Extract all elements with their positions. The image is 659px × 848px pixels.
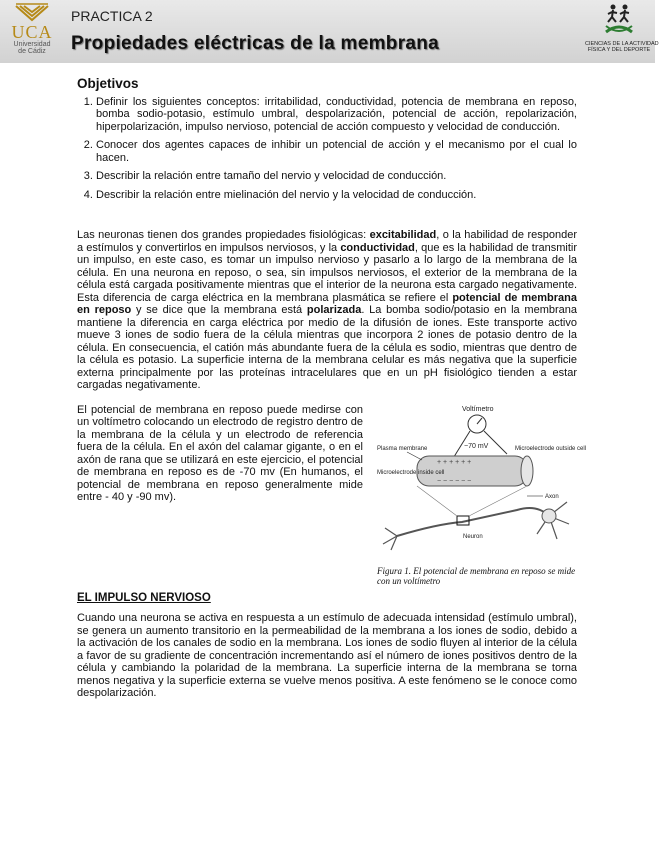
page-title: Propiedades eléctricas de la membrana <box>71 33 440 54</box>
svg-text:+ + + + + +: + + + + + + <box>437 458 472 466</box>
term-potencial-reposo: potencial de membrana en reposo <box>77 291 577 316</box>
faculty-line1: CIENCIAS DE LA ACTIVIDAD <box>585 41 659 47</box>
runners-logo-icon <box>602 2 636 36</box>
objective-item: 4. Describir la relación entre mielinación del nervio y la velocidad de conducción. <box>96 189 577 202</box>
svg-text:− − − − − −: − − − − − − <box>437 477 472 485</box>
figure-1 <box>377 404 587 586</box>
intro-text-5: . La bomba sodio/potasio en la membrana mantiene la diferencia en carga eléctrica por medio de la difusión de iones. Este transporte activo mueve 3 iones de sodio fuera de la célula mientras que incorpora 2 iones de potasio dentro de la célula. En consecuencia, el catión más abundante fuera de la célula es sodio, mientras que dentro de la célula es potasio. La superficie interna de la membrana celular es más negativa que la superficie externa principalmente por las proteínas intracelulares que en un pH fisiológico tienden a estar cargadas negativamente. <box>77 304 577 391</box>
voltmeter-diagram <box>377 404 587 564</box>
figure-caption: Figura 1. El potencial de membrana en reposo se mide con un voltímetro <box>377 565 576 586</box>
intro-paragraph <box>77 229 577 392</box>
impulse-heading: EL IMPULSO NERVIOSO <box>77 591 211 604</box>
intro-text-1: Las neuronas tienen dos grandes propiedades fisiológicas: <box>77 229 370 241</box>
objective-item: 2. Conocer dos agentes capaces de inhibir un potencial de acción y el mecanismo por el cual lo hacen. <box>96 139 577 164</box>
term-conductividad: conductividad <box>340 241 415 254</box>
voltmeter-reading: −70 mV <box>464 442 489 450</box>
page-header <box>0 0 659 63</box>
microelectrode-outside-label: Microelectrode outside cell <box>515 445 587 452</box>
intro-text-2: , o la habilidad de responder a estímulos y convertirlos en impulsos nerviosos, y la <box>77 229 577 254</box>
intro-text-3: , que es la habilidad de transmitir un impulso, en este caso, es tomar un impulso nervioso y pasarlo a lo largo de la membrana de la célula. En una neurona en reposo, o sea, sin impulsos nerviosos, el exterior de la membrana de la célula está cargada positivamente mientras que el interior de la neurona esta cargado negativamente. Esta diferencia de carga eléctrica en la membrana plasmática se refiere el <box>77 241 577 304</box>
voltmeter-label: Voltímetro <box>462 405 494 413</box>
objectives-heading: Objetivos <box>77 76 139 91</box>
university-line1: Universidad <box>13 41 51 48</box>
term-excitabilidad: excitabilidad <box>369 229 437 241</box>
objectives-list <box>77 96 577 202</box>
university-line2: de Cádiz <box>18 48 46 55</box>
impulse-paragraph: Cuando una neurona se activa en respuesta a un estímulo de adecuada intensidad (estímulo umbral), se genera un aumento transitorio en la permeabilidad de la membrana a los iones de sodio, debido a la activación de los canales de sodio en la membrana. Los iones de sodio fluyen al interior de la célula a favor de su gradiente de concentración incrementando así el número de iones positivos dentro de la célula y cambiando la polaridad de la membrana. La superficie interna de la membrana se torna menos negativa y la superficie externa se vuelve menos positiva. A este fenómeno se le conoce como despolarización. <box>77 612 577 699</box>
uca-logo <box>4 2 60 62</box>
main-content <box>77 76 587 700</box>
objective-item: 3. Describir la relación entre tamaño del nervio y velocidad de conducción. <box>96 170 577 183</box>
voltmeter-paragraph: El potencial de membrana en reposo puede medirse con un voltímetro colocando un electrodo de registro dentro de la membrana de la célula y un electrodo de referencia fuera de la célula. En el axón del calamar gigante, o en el axón de rana que se utilizará en este ejercicio, el potencial de membrana en reposo es de -70 mv (En humanos, el potencial de membrana en reposo generalmente mide entre - 40 y -90 mv). <box>77 403 363 503</box>
objective-item: 1. Definir los siguientes conceptos: irritabilidad, conductividad, potencia de membrana en reposo, bomba sodio-potasio, estímulo umbral, despolarización, potencial de acción, repolarización, hiperpolarización, impulso nervioso, potencial de acción compuesto y velocidad de conducción. <box>96 96 577 134</box>
neuron-label: Neuron <box>463 533 483 540</box>
faculty-logo <box>585 2 659 53</box>
neuron-body-icon <box>542 509 556 523</box>
axon-label: Axon <box>545 493 559 500</box>
practica-label: PRACTICA 2 <box>71 8 153 24</box>
plasma-membrane-label: Plasma membrane <box>377 445 428 452</box>
intro-text-4: y se dice que la membrana está <box>131 304 307 316</box>
uca-emblem-icon <box>12 2 52 24</box>
faculty-line2: FÍSICA Y DEL DEPORTE <box>587 47 651 53</box>
uca-text: UCA <box>11 22 53 42</box>
term-polarizada: polarizada <box>306 304 362 316</box>
microelectrode-inside-label: Microelectrode inside cell <box>377 469 445 476</box>
